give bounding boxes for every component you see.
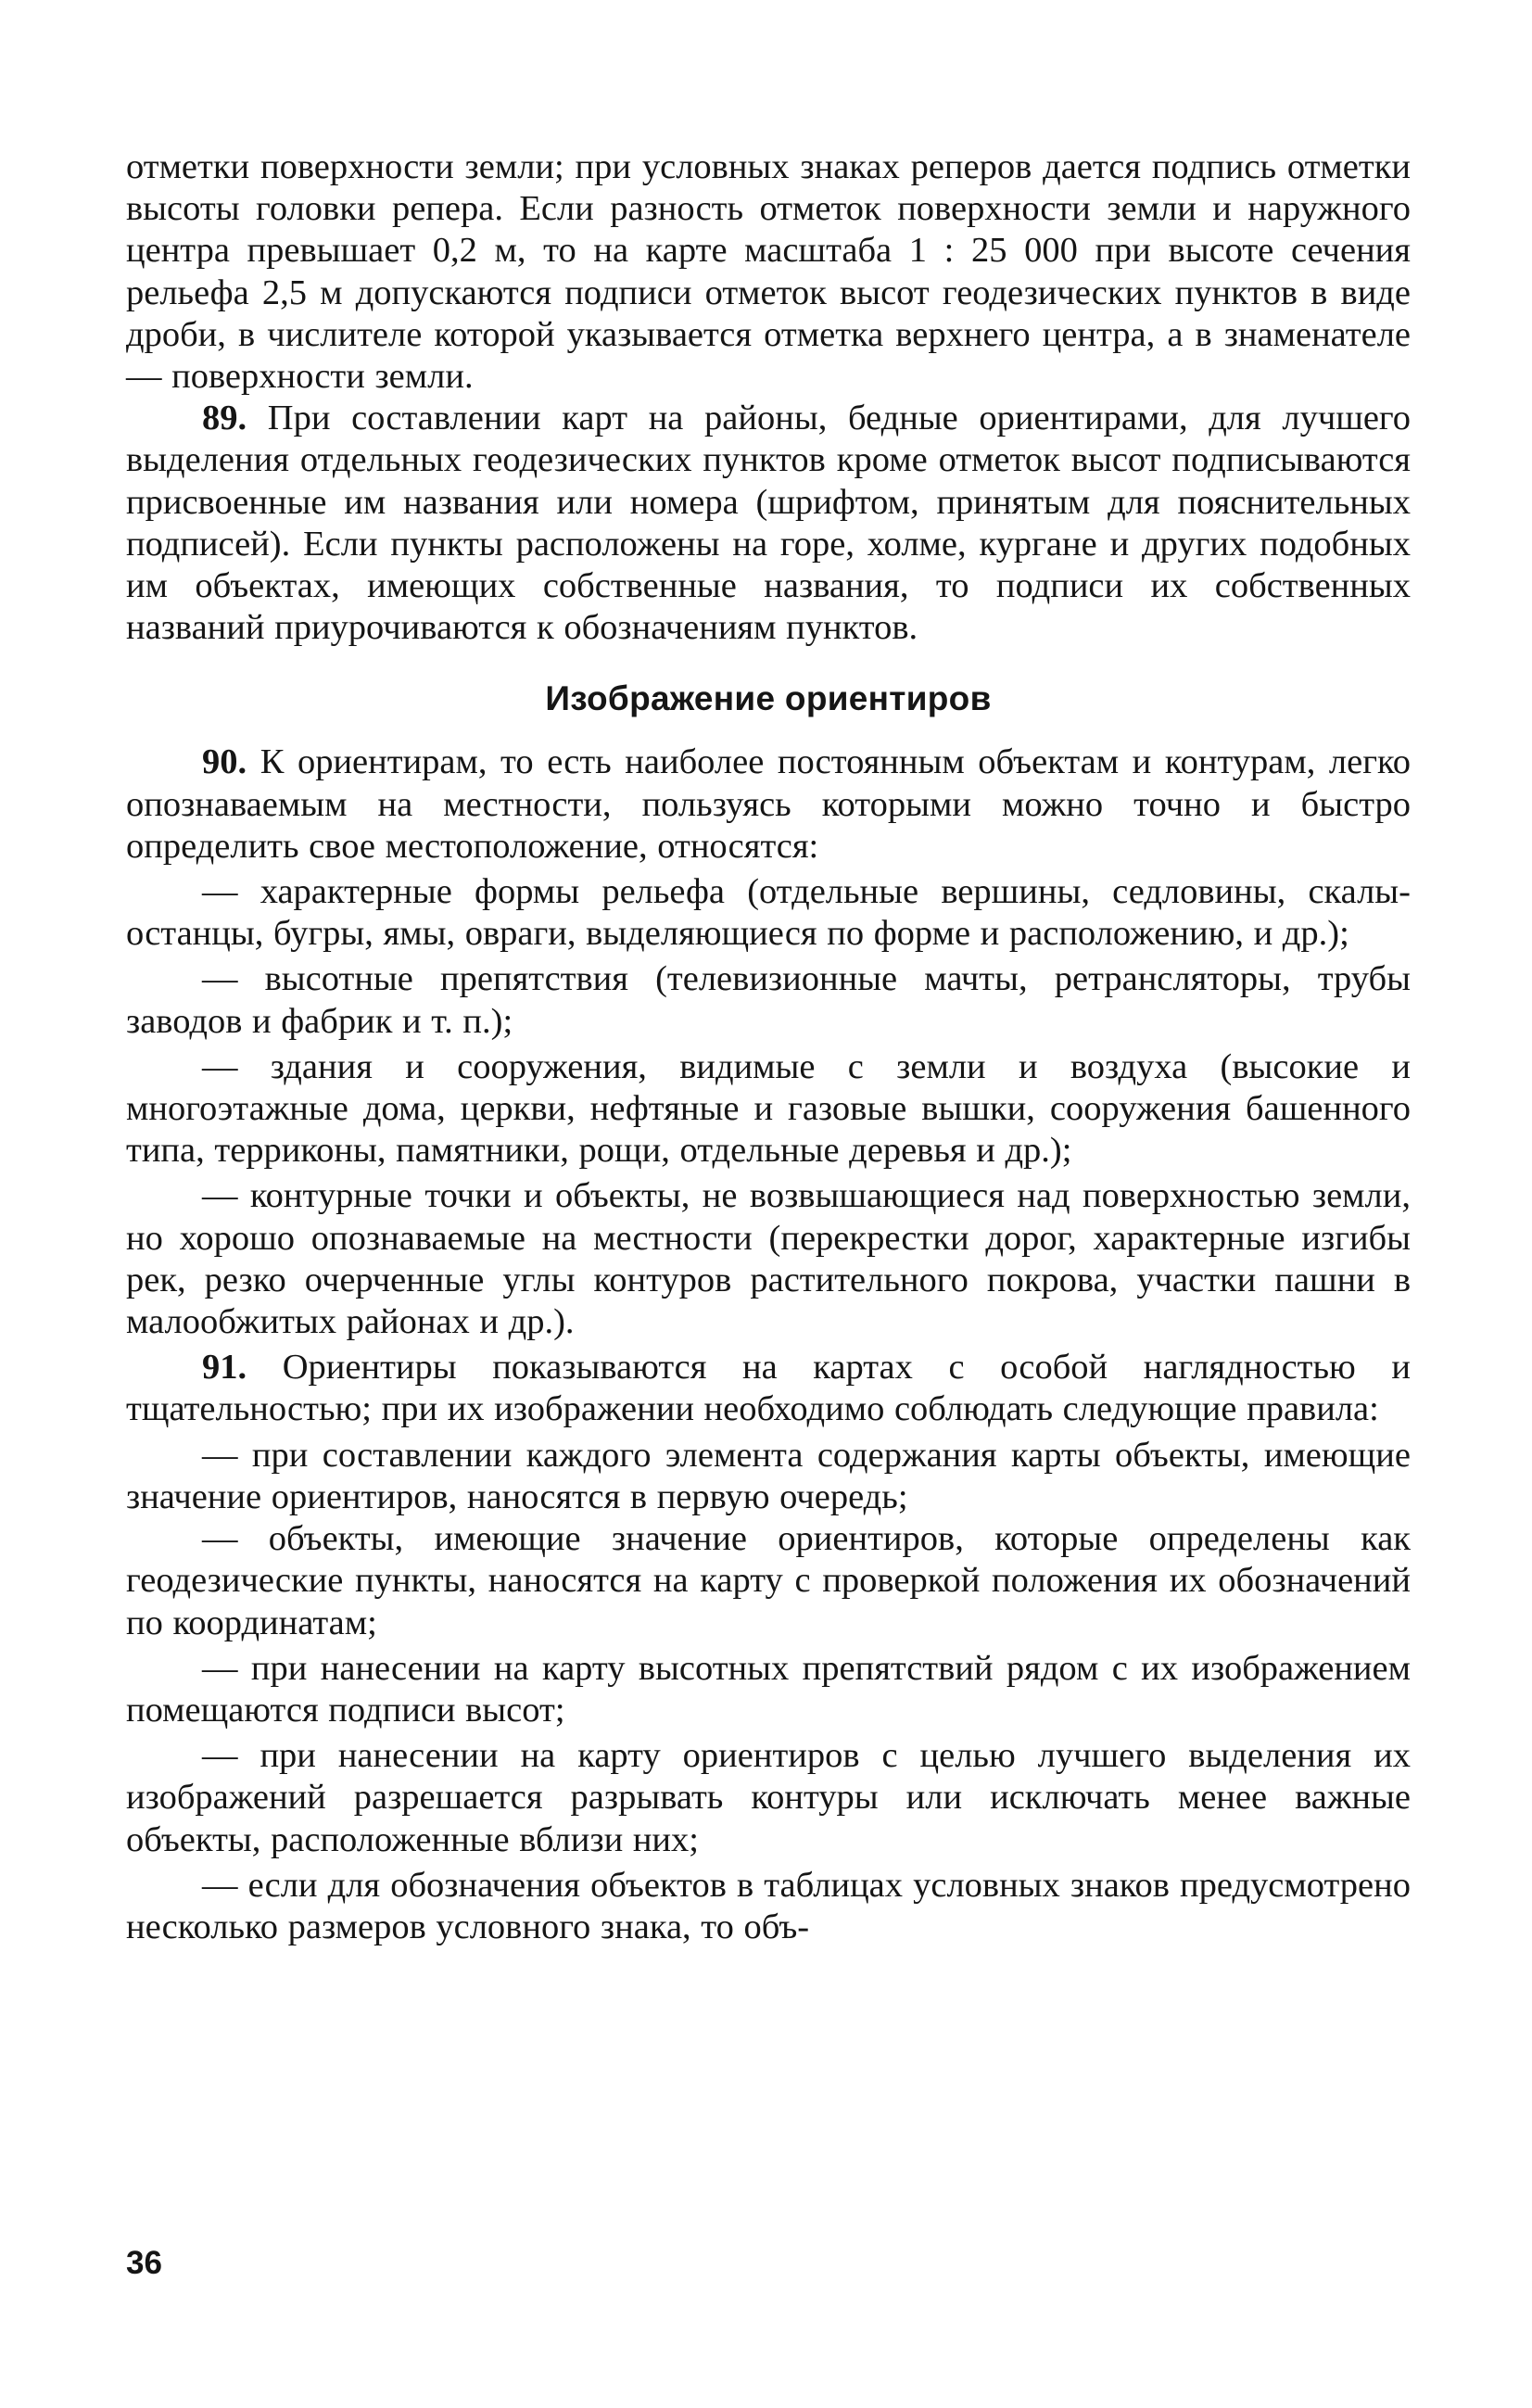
page-number: 36 [126, 2245, 162, 2281]
list-item: — при составлении каждого элемента содержания карты объекты, имеющие значение ориентиров, наносятся в первую очередь; [126, 1435, 1411, 1516]
paragraph-91 [126, 1347, 1411, 1430]
section-number-89: 89. [202, 399, 247, 438]
list-item: — если для обозначения объектов в таблицах условных знаков предусмотрено несколько размеров условного знака, то объ- [126, 1865, 1411, 1946]
section-heading: Изображение ориентиров [545, 679, 992, 718]
list-item: — здания и сооружения, видимые с земли и воздуха (высокие и многоэтажные дома, церкви, нефтяные и газовые вышки, сооружения башенного типа, терриконы, памятники, рощи, отдельные деревья и др.); [126, 1046, 1411, 1171]
paragraph-continuation [126, 146, 1411, 398]
list-item: — контурные точки и объекты, не возвышающиеся над поверхностью земли, но хорошо опознаваемые на местности (перекрестки дорог, характерные изгибы рек, резко очерченные углы контуров растительного покрова, участки пашни в малообжитых районах и др.). [126, 1176, 1411, 1342]
paragraph-89 [126, 398, 1411, 649]
section-90-text: К ориентирам, то есть наиболее постоянным объектам и контурам, легко опознаваемым на местности, пользуясь которыми можно точно и быстро определить свое местоположение, относятся: [126, 742, 1412, 866]
section-number-90: 90. [202, 742, 247, 782]
section-89-text: При составлении карт на районы, бедные ориентирами, для лучшего выделения отдельных геодезических пунктов кроме отметок высот подписываются присвоенные им названия или номера (шрифтом, принятым для пояснительных подписей). Если пункты расположены на горе, холме, кургане и других подобных им объектах, имеющих собственные названия, то подписи их собственных названий приурочиваются к обозначениям пунктов. [126, 399, 1412, 648]
section-91-text: Ориентиры показываются на картах с особой наглядностью и тщательностью; при их изображении необходимо соблюдать следующие правила: [126, 1348, 1411, 1429]
list-item: — характерные формы рельефа (отдельные вершины, седловины, скалы-останцы, бугры, ямы, овраги, выделяющиеся по форме и расположению, и др.); [126, 872, 1411, 954]
list-item: — объекты, имеющие значение ориентиров, которые определены как геодезические пункты, наносятся на карту с проверкой положения их обозначений по координатам; [126, 1519, 1411, 1642]
paragraph-90 [126, 741, 1411, 868]
list-item: — высотные препятствия (телевизионные мачты, ретрансляторы, трубы заводов и фабрик и т. п.); [126, 959, 1411, 1041]
continuation-text: отметки поверхности земли; при условных знаках реперов дается подпись отметки высоты головки репера. Если разность отметок поверхности земли и наружного центра превышает 0,2 м, то на карте масштаба 1 : 25 000 при высоте сечения рельефа 2,5 м допускаются подписи отметок высот геодезических пунктов в виде дроби, в числителе которой указывается отметка верхнего центра, а в знаменателе — поверхности земли. [126, 147, 1411, 397]
list-item: — при нанесении на карту высотных препятствий рядом с их изображением помещаются подписи высот; [126, 1648, 1411, 1730]
section-number-91: 91. [202, 1348, 247, 1388]
list-item: — при нанесении на карту ориентиров с целью лучшего выделения их изображений разрешается разрывать контуры или исключать менее важные объекты, расположенные вблизи них; [126, 1736, 1411, 1859]
document-page [126, 146, 1411, 2362]
